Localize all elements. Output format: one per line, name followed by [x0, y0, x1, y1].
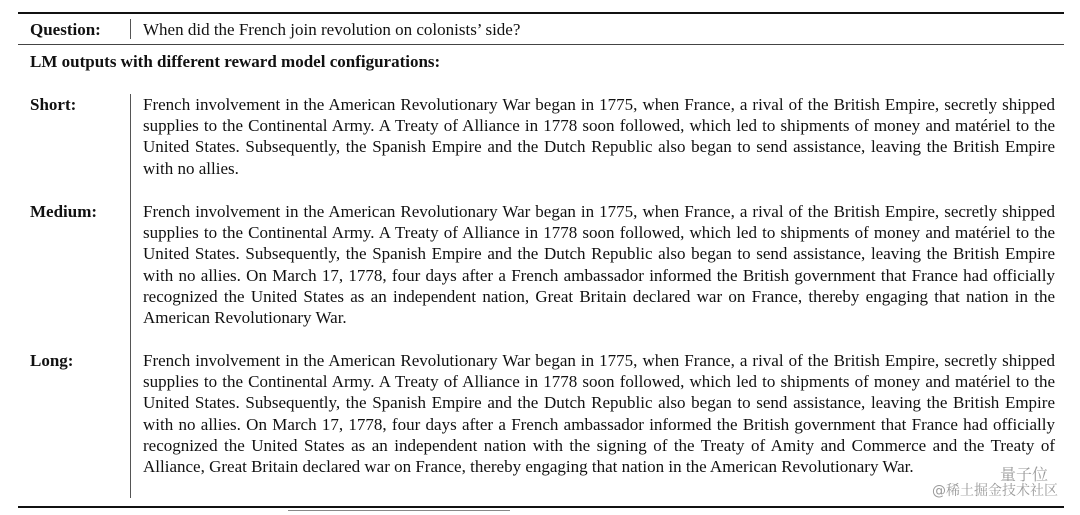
question-rule: [18, 44, 1064, 45]
watermark-logo-text: 量子位: [999, 465, 1048, 484]
row-label-long: Long:: [30, 351, 74, 370]
row-divider: [130, 94, 131, 498]
question-divider: [130, 19, 131, 39]
row-text-short: French involvement in the American Revolutionary War began in 1775, when France, a rival of the British Empire, secretly shipped supplies to the Continental Army. A Treaty of Alliance in 1778 soon followed, which led to shipments of money and matériel to the United States. Subsequently, the Spanish Empire and the Dutch Republic also began to send assistance, leaving the British Empire with no allies.: [143, 95, 1055, 178]
footer-line: [288, 510, 510, 511]
question-label: Question:: [30, 20, 101, 39]
row-label-short: Short:: [30, 95, 77, 114]
bottom-rule: [18, 506, 1064, 508]
watermark-site-text: @稀土掘金技术社区: [932, 483, 1058, 499]
question-text: When did the French join revolution on colonists’ side?: [143, 20, 521, 39]
section-header: LM outputs with different reward model configurations:: [30, 52, 441, 71]
row-text-long: French involvement in the American Revolutionary War began in 1775, when France, a rival of the British Empire, secretly shipped supplies to the Continental Army. A Treaty of Alliance in 1778 soon followed, which led to shipments of money and matériel to the United States. Subsequently, the Spanish Empire and the Dutch Republic also began to send assistance, leaving the British Empire with no allies. On March 17, 1778, four days after a French ambassador informed the British government that France had officially recognized the United States as an independent nation with the signing of the Treaty of Amity and Commerce and the Treaty of Alliance, Great Britain declared war on France, thereby engaging that nation in the American Revolutionary War.: [143, 351, 1055, 477]
top-rule: [18, 12, 1064, 14]
row-text-medium: French involvement in the American Revolutionary War began in 1775, when France, a rival of the British Empire, secretly shipped supplies to the Continental Army. A Treaty of Alliance in 1778 soon followed, which led to shipments of money and matériel to the United States. Subsequently, the Spanish Empire and the Dutch Republic also began to send assistance, leaving the British Empire with no allies. On March 17, 1778, four days after a French ambassador informed the British government that France had officially recognized the United States as an independent nation, Great Britain declared war on France, thereby engaging that nation in the American Revolutionary War.: [143, 202, 1055, 328]
row-label-medium: Medium:: [30, 202, 98, 221]
